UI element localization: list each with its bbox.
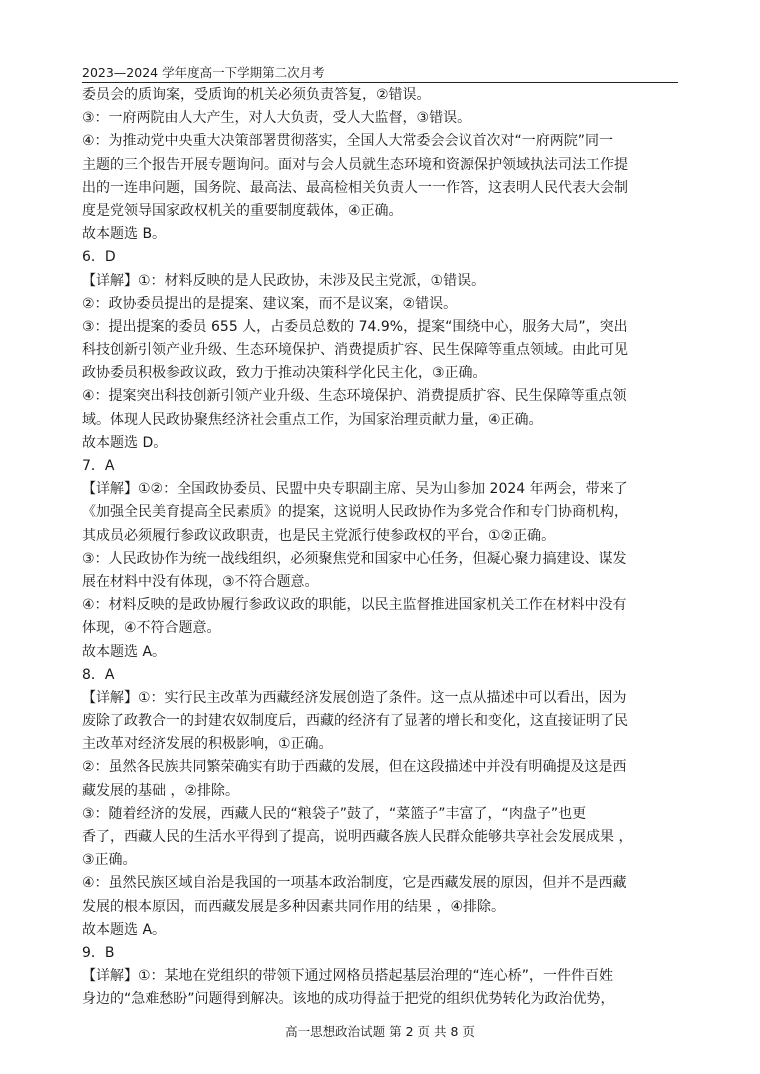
page-number: 高一思想政治试题 第 2 页 共 8 页 — [285, 1024, 475, 1039]
text-line: 【详解】①：某地在党组织的带领下通过网格员搭起基层治理的“连心桥”，一件件百姓 — [82, 968, 614, 985]
text-line: 藏发展的基础 ，②排除。 — [82, 782, 240, 799]
text-line: 其成员必须履行参政议政职责，也是民主党派行使参政权的平台，①②正确。 — [82, 527, 556, 544]
text-line: ③：随着经济的发展，西藏人民的“粮袋子”鼓了，“菜篮子”丰富了，“肉盘子”也更 — [82, 805, 587, 822]
question-number: 8．A — [82, 666, 115, 683]
text-line: ④：材料反映的是政协履行参政议政的职能，以民主监督推进国家机关工作在材料中没有 — [82, 597, 627, 614]
text-line: ④：为推动党中央重大决策部署贯彻落实，全国人大常委会会议首次对“一府两院”同一 — [82, 133, 614, 150]
text-line: ③：人民政协作为统一战线组织，必须聚焦党和国家中心任务，但凝心聚力搞建设、谋发 — [82, 550, 627, 567]
exam-title: 2023—2024 学年度高一下学期第二次月考 — [82, 65, 325, 80]
text-line: ②：政协委员提出的是提案、建议案，而不是议案，②错误。 — [82, 295, 458, 312]
text-line: ③：一府两院由人大产生，对人大负责，受人大监督，③错误。 — [82, 110, 472, 127]
text-line: 科技创新引领产业升级、生态环境保护、消费提质扩容、民生保障等重点领域。由此可见 — [82, 342, 628, 359]
text-line: 《加强全民美育提高全民素质》的提案，这说明人民政协作为多党合作和专门协商机构， — [82, 504, 628, 521]
text-line: 域。体现人民政协聚焦经济社会重点工作，为国家治理贡献力量，④正确。 — [82, 411, 543, 428]
text-line: 主改革对经济发展的积极影响，①正确。 — [82, 736, 333, 753]
text-line: ③正确。 — [82, 852, 137, 869]
page-footer — [0, 1024, 760, 1040]
answer-conclusion: 故本题选 A。 — [82, 921, 167, 938]
text-line: ②：虽然各民族共同繁荣确实有助于西藏的发展，但在这段描述中并没有明确提及这是西 — [82, 759, 627, 776]
text-line: 出的一连串问题，国务院、最高法、最高检相关负责人一一作答，这表明人民代表大会制 — [82, 179, 628, 196]
text-line: 政协委员积极参政议政，致力于推动决策科学化民主化，③正确。 — [82, 365, 487, 382]
text-line: ③：提出提案的委员 655 人，占委员总数的 74.9%，提案“围绕中心，服务大局”，突出 — [82, 318, 628, 335]
text-line: 【详解】①：实行民主改革为西藏经济发展创造了条件。这一点从描述中可以看出，因为 — [82, 689, 627, 706]
question-number: 7．A — [82, 458, 115, 474]
text-line: ④：虽然民族区域自治是我国的一项基本政治制度，它是西藏发展的原因，但并不是西藏 — [82, 875, 627, 892]
text-line: 主题的三个报告开展专题询问。面对与会人员就生态环境和资源保护领域执法司法工作提 — [82, 156, 628, 173]
document-body — [82, 84, 682, 1012]
text-line: 身边的“急难愁盼”问题得到解决。该地的成功得益于把党的组织优势转化为政治优势， — [82, 991, 615, 1008]
text-line: 度是党领导国家政权机关的重要制度载体，④正确。 — [82, 202, 403, 219]
text-line: 【详解】①②：全国政协委员、民盟中央专职副主席、吴为山参加 2024 年两会，带来了 — [82, 481, 628, 498]
text-line: 展在材料中没有体现，③不符合题意。 — [82, 573, 319, 590]
answer-conclusion: 故本题选 A。 — [82, 643, 167, 660]
page-header — [82, 66, 678, 83]
question-number: 9．B — [82, 944, 115, 961]
text-line: 发展的根本原因，而西藏发展是多种因素共同作用的结果 ，④排除。 — [82, 898, 505, 915]
answer-conclusion: 故本题选 B。 — [82, 226, 167, 243]
text-line: 废除了政教合一的封建农奴制度后，西藏的经济有了显著的增长和变化，这直接证明了民 — [82, 713, 628, 730]
question-number: 6．D — [82, 249, 116, 266]
answer-conclusion: 故本题选 D。 — [82, 434, 168, 451]
text-line: 体现，④不符合题意。 — [82, 620, 221, 637]
text-line: ④：提案突出科技创新引领产业升级、生态环境保护、消费提质扩容、民生保障等重点领 — [82, 388, 627, 405]
text-line: 委员会的质询案，受质询的机关必须负责答复，②错误。 — [82, 87, 431, 103]
text-line: 香了，西藏人民的生活水平得到了提高，说明西藏各族人民群众能够共享社会发展成果 ， — [82, 829, 633, 845]
text-line: 【详解】①：材料反映的是人民政协，未涉及民主党派，①错误。 — [82, 272, 486, 289]
